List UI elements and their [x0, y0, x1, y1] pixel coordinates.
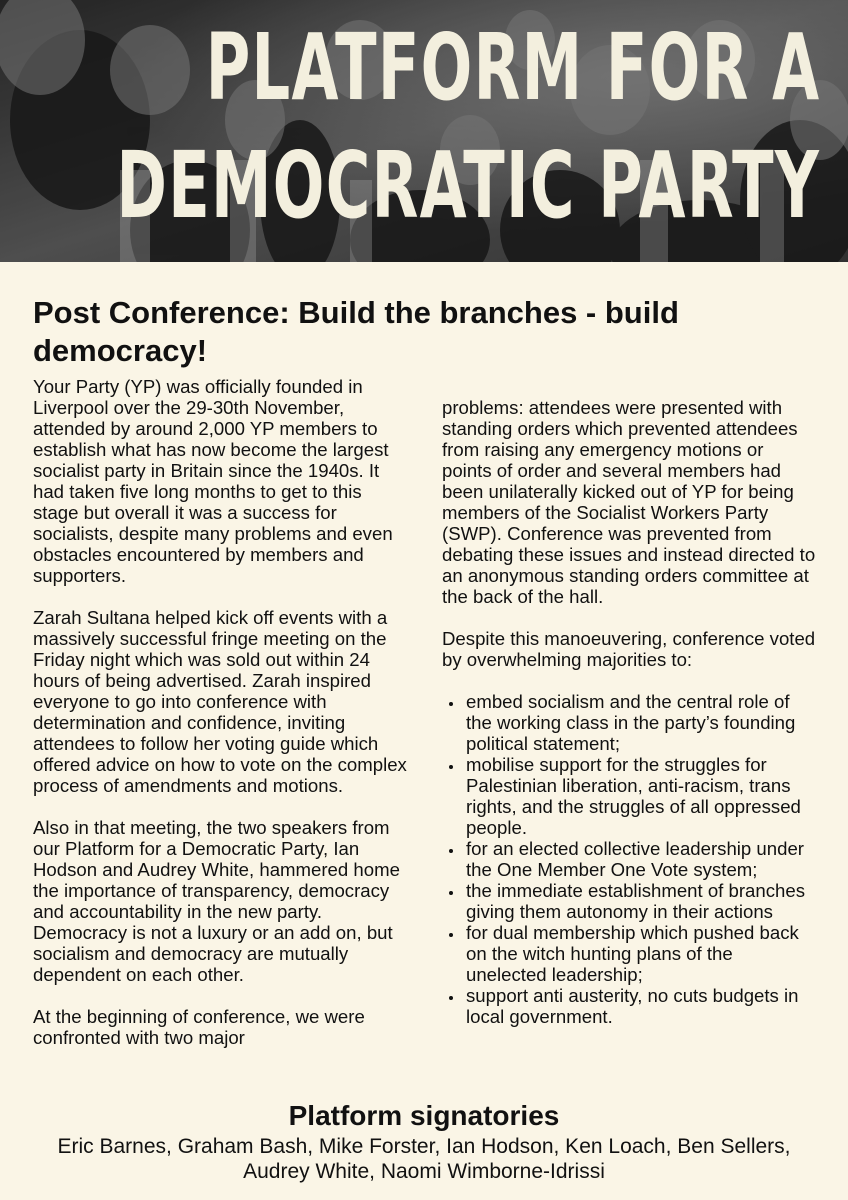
paragraph: Also in that meeting, the two speakers from our Platform for a Democratic Party, Ian Hodson and Audrey White, hammered home the importance of transparency, democracy and accountability in the new party. Democracy is not a luxury or an add on, but socialism and democracy are mutually dependent on each other.: [33, 817, 400, 985]
resolutions-list: [442, 691, 817, 1027]
banner-title-line-2: DEMOCRATIC PARTY: [116, 132, 820, 239]
list-item: • support anti austerity, no cuts budgets in local government.: [464, 985, 817, 1027]
signatories-section: [0, 1100, 848, 1184]
list-item: • mobilise support for the struggles for Palestinian liberation, anti-racism, trans rights, and the struggles of all oppressed people.: [464, 754, 817, 838]
banner-title-line-1: PLATFORM FOR A: [205, 14, 820, 121]
article-right-column: [442, 397, 817, 1027]
article-left-column: [33, 376, 408, 1069]
list-item: • the immediate establishment of branches giving them autonomy in their actions: [464, 880, 817, 922]
banner-title: [0, 0, 848, 262]
signatories-heading: Platform signatories: [288, 1100, 560, 1131]
paragraph: At the beginning of conference, we were confronted with two major: [33, 1006, 365, 1048]
list-item: • for an elected collective leadership under the One Member One Vote system;: [464, 838, 817, 880]
list-item: • for dual membership which pushed back on the witch hunting plans of the unelected leadership;: [464, 922, 817, 985]
paragraph: problems: attendees were presented with standing orders which prevented attendees from raising any emergency motions or points of order and several members had been unilaterally kicked out of YP for being members of the Socialist Workers Party (SWP). Conference was prevented from debating these issues and instead directed to an anonymous standing orders committee at the back of the hall.: [442, 397, 816, 607]
signatories-names: Eric Barnes, Graham Bash, Mike Forster, Ian Hodson, Ken Loach, Ben Sellers, Audrey White, Naomi Wimborne-Idrissi: [57, 1135, 791, 1183]
header-banner: [0, 0, 848, 262]
paragraph: Zarah Sultana helped kick off events with a massively successful fringe meeting on the Friday night which was sold out within 24 hours of being advertised. Zarah inspired everyone to go into conference with determination and confidence, inviting attendees to follow her voting guide which offered advice on how to vote on the complex process of amendments and motions.: [33, 607, 407, 796]
paragraph: Despite this manoeuvering, conference voted by overwhelming majorities to:: [442, 628, 816, 670]
article-headline: Post Conference: Build the branches - build democracy!: [33, 295, 679, 368]
list-item: • embed socialism and the central role of the working class in the party’s founding political statement;: [464, 691, 817, 754]
paragraph: Your Party (YP) was officially founded in Liverpool over the 29-30th November, attended by around 2,000 YP members to establish what has now become the largest socialist party in Britain since the 1940s. It had taken five long months to get to this stage but overall it was a success for socialists, despite many problems and even obstacles encountered by members and supporters.: [33, 376, 393, 586]
